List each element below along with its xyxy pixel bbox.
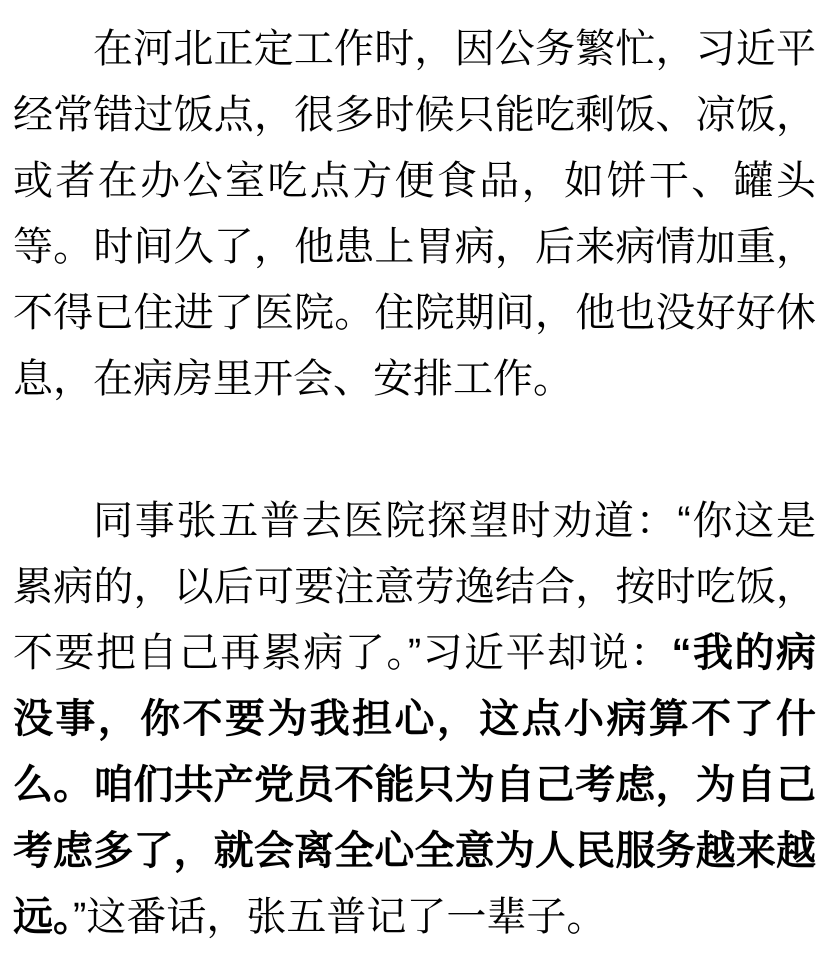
paragraph-2 [13, 488, 816, 950]
paragraph-2-tail-text: ”这番话，张五普记了一辈子。 [73, 895, 607, 939]
paragraph-1: 在河北正定工作时，因公务繁忙，习近平经常错过饭点，很多时候只能吃剩饭、凉饭，或者在办公室吃点方便食品，如饼干、罐头等。时间久了，他患上胃病，后来病情加重，不得已住进了医院。住院期间，他也没好好休息，在病房里开会、安排工作。 [13, 27, 816, 401]
paragraph-2-lead-text: 同事张五普去医院探望时劝道：“你这是累病的，以后可要注意劳逸结合，按时吃饭，不要把自己再累病了。”习近平却说： [13, 499, 816, 675]
paragraph-2-bold-quote: “我的病没事，你不要为我担心，这点小病算不了什么。咱们共产党员不能只为自己考虑，为自己考虑多了，就会离全心全意为人民服务越来越远。 [13, 631, 816, 939]
